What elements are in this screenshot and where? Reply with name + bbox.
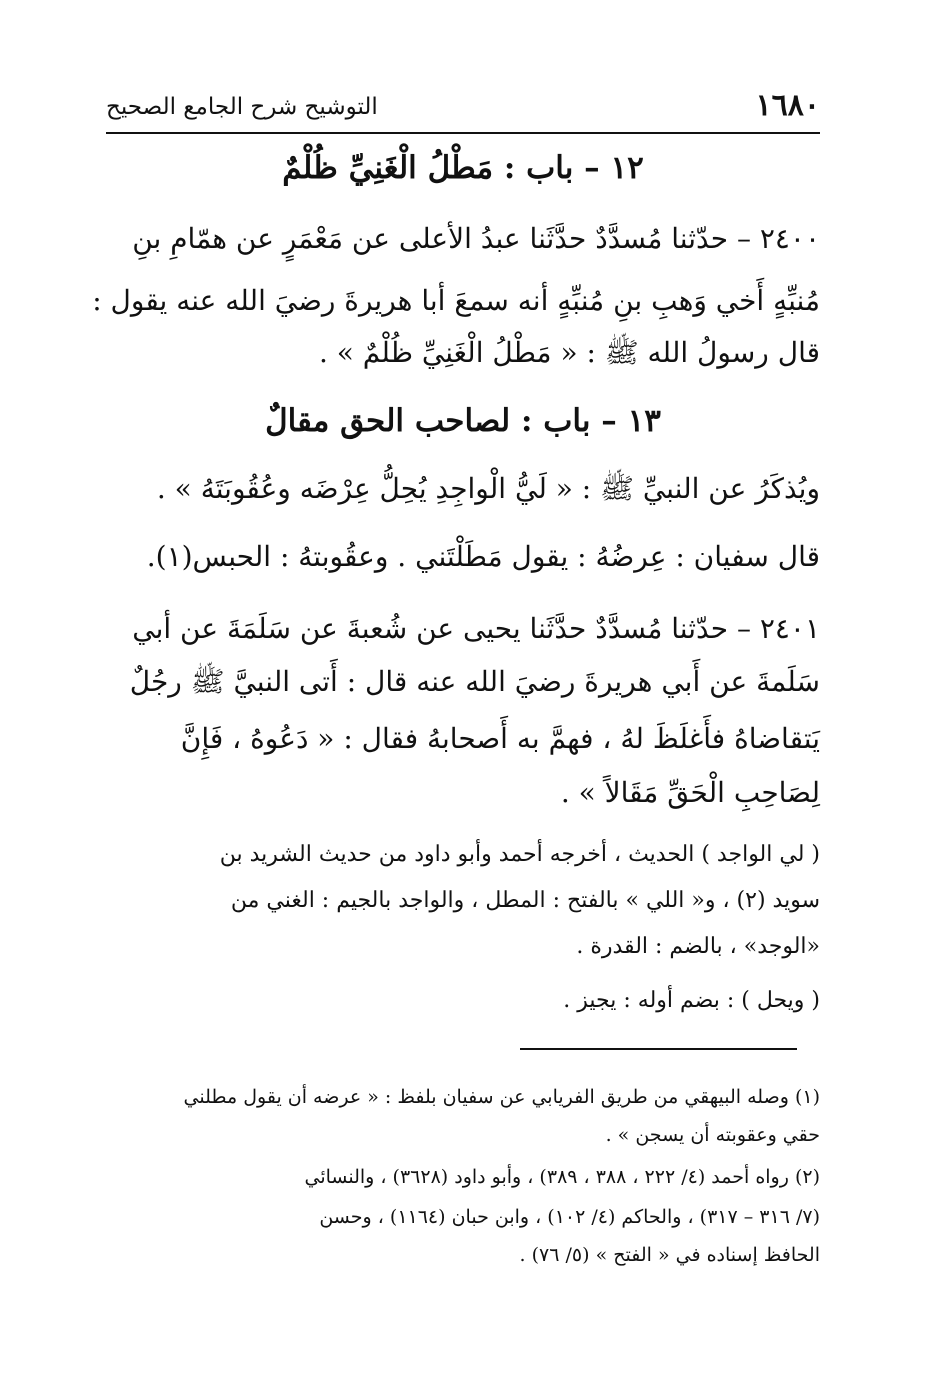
muallaq-line-1: ويُذكَرُ عن النبيِّ ﷺ : « لَيُّ الْواجِدِ يُحِلُّ عِرْضَه وعُقُوبَتَهُ » .: [156, 472, 820, 505]
footnote-1-line-2: حقي وعقوبته أن يسجن » .: [605, 1124, 820, 1146]
hadith-2401-line-4: لِصَاحِبِ الْحَقِّ مَقَالاً » .: [560, 776, 820, 809]
hadith-2400-line-3: قال رسولُ الله ﷺ : « مَطْلُ الْغَنِيِّ ظُلْمٌ » .: [318, 336, 820, 369]
commentary-line-2: سويد (٢) ، و« اللي » بالفتح : المطل ، والواجد بالجيم : الغني من: [230, 888, 820, 913]
footnote-2-line-3: الحافظ إسناده في « الفتح » (٥/ ٧٦) .: [519, 1244, 820, 1266]
chapter-13-title: ١٣ – باب : لصاحب الحق مقالٌ: [265, 403, 661, 439]
hadith-2401-line-3: يَتقاضاهُ فأَغلَظَ لهُ ، فهمَّ به أَصحابهُ فقال : « دَعُوهُ ، فَإِنَّ: [180, 722, 820, 755]
running-head: [106, 84, 820, 128]
hadith-2401-line-1: ٢٤٠١ – حدّثنا مُسدَّدٌ حدَّثَنا يحيى عن شُعبةَ عن سَلَمَةَ عن أبي: [132, 612, 820, 645]
hadith-2400-line-2: مُنبِّهٍ أَخي وَهبِ بنِ مُنبِّهٍ أنه سمعَ أبا هريرةَ رضيَ الله عنه يقول :: [92, 284, 820, 317]
chapter-12-title: ١٢ – باب : مَطْلُ الْغَنِيِّ ظُلْمٌ: [282, 150, 644, 186]
footnote-rule: [520, 1048, 797, 1050]
footnote-2-line-2: (٧/ ٣١٦ – ٣١٧) ، والحاكم (٤/ ١٠٢) ، وابن حبان (١١٦٤) ، وحسن: [319, 1206, 820, 1228]
header-rule: [106, 132, 820, 134]
muallaq-line-2: قال سفيان : عِرضُهُ : يقول مَطَلْتَني . وعقُوبتهُ : الحبس(١).: [146, 540, 820, 573]
footnote-1-line-1: (١) وصله البيهقي من طريق الفريابي عن سفيان بلفظ : « عرضه أن يقول مطلني: [183, 1086, 820, 1108]
book-title: التوشيح شرح الجامع الصحيح: [106, 94, 378, 120]
commentary-line-4: ( ويحل ) : بضم أوله : يجيز .: [563, 988, 820, 1013]
footnote-2-line-1: (٢) رواه أحمد (٤/ ٢٢٢ ، ٣٨٨ ، ٣٨٩) ، وأبو داود (٣٦٢٨) ، والنسائي: [304, 1166, 820, 1188]
hadith-2400-line-1: ٢٤٠٠ – حدّثنا مُسدَّدٌ حدَّثَنا عبدُ الأعلى عن مَعْمَرٍ عن همّامِ بنِ: [132, 222, 820, 255]
commentary-line-3: «الوجد» ، بالضم : القدرة .: [576, 934, 820, 959]
commentary-line-1: ( لي الواجد ) الحديث ، أخرجه أحمد وأبو داود من حديث الشريد بن: [219, 842, 820, 867]
page-number: ١٦٨٠: [755, 88, 820, 123]
hadith-2401-line-2: سَلَمةَ عن أَبي هريرةَ رضيَ الله عنه قال : أَتى النبيَّ ﷺ رجُلٌ: [129, 665, 820, 698]
